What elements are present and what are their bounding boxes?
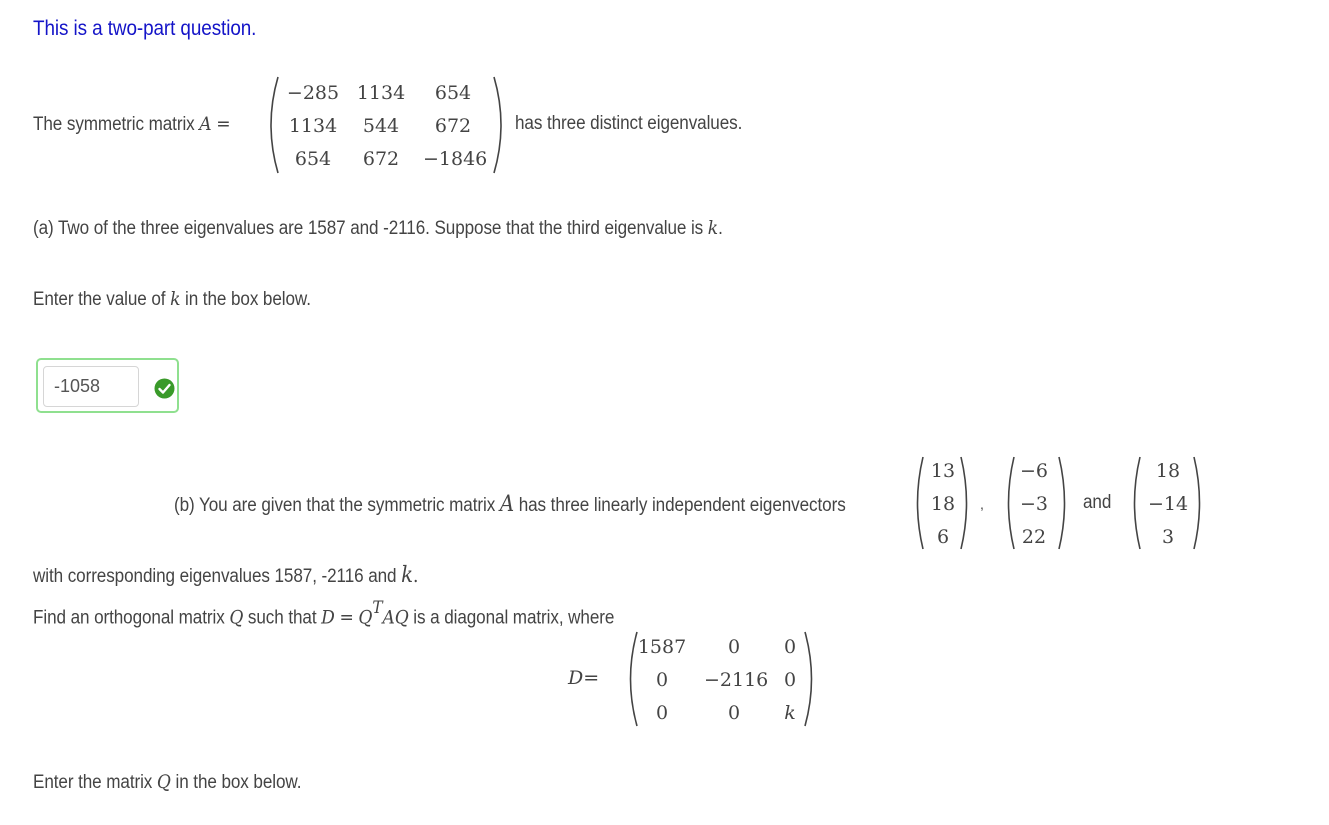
- matrix-A: [262, 75, 512, 175]
- part-b-question: [174, 492, 846, 517]
- eigenvector-3: [1127, 455, 1207, 551]
- vector-cell: −6: [1019, 460, 1048, 482]
- matrix-A-cell: 654: [434, 82, 472, 104]
- part-b-question-suffix: has three linearly independent eigenvectors: [514, 495, 846, 516]
- vector-cell: −14: [1147, 493, 1189, 515]
- var-Q: Q: [156, 771, 171, 793]
- matrix-A-cell: 544: [362, 115, 400, 137]
- intro-suffix: has three distinct eigenvalues.: [515, 113, 743, 134]
- and-word: and: [1083, 492, 1112, 513]
- vector-cell: 13: [930, 460, 956, 482]
- part-a-instruction: [33, 288, 311, 311]
- comma: ,: [980, 496, 984, 512]
- matrix-D-cell: 0: [727, 636, 741, 658]
- find-Q-line: [33, 598, 615, 629]
- part-a-question: [33, 217, 723, 240]
- vector-cell: 3: [1161, 526, 1175, 548]
- eigenvalues-text: with corresponding eigenvalues 1587, -2116 and: [33, 566, 402, 587]
- part-a-instruction-text: Enter the value of: [33, 289, 171, 310]
- matrix-D-cell: 0: [727, 702, 741, 724]
- vector-cell: 18: [1155, 460, 1181, 482]
- var-A: A: [499, 492, 515, 517]
- eigenvector-2: [1001, 455, 1073, 551]
- k-answer-input[interactable]: [43, 366, 139, 407]
- matrix-D: [622, 630, 822, 728]
- part-b-instruction-suffix: in the box below.: [170, 772, 302, 793]
- vector-cell: −3: [1019, 493, 1048, 515]
- part-b-instruction: [33, 771, 301, 794]
- matrix-D-cell: 0: [655, 669, 669, 691]
- matrix-A-cell: 672: [434, 115, 472, 137]
- matrix-A-cell: 1134: [356, 82, 406, 104]
- matrix-A-cell: 672: [362, 148, 400, 170]
- var-Q: Q: [358, 606, 373, 629]
- intro-prefix: The symmetric matrix: [33, 114, 200, 135]
- var-A: A: [199, 113, 212, 135]
- equals-sign: =: [216, 113, 231, 135]
- part-b-question-text: (b) You are given that the symmetric matrix: [174, 495, 500, 516]
- question-heading: This is a two-part question.: [33, 17, 257, 40]
- part-a-instruction-suffix: in the box below.: [180, 289, 311, 310]
- vector-cell: 18: [930, 493, 956, 515]
- D-equals: [568, 667, 599, 690]
- vector-cell: 6: [936, 526, 950, 548]
- matrix-D-cell: k: [784, 702, 796, 724]
- matrix-D-cell: 1587: [637, 636, 687, 658]
- matrix-A-cell: 654: [294, 148, 332, 170]
- period: .: [413, 565, 419, 587]
- var-D: D: [568, 667, 584, 689]
- var-k: k: [401, 563, 414, 588]
- intro-text: [33, 113, 230, 136]
- transpose-T: T: [372, 598, 383, 618]
- matrix-D-cell: 0: [783, 669, 797, 691]
- left-paren-icon: [262, 75, 282, 175]
- find-text: Find an orthogonal matrix: [33, 607, 230, 629]
- right-paren-icon: [490, 75, 510, 175]
- matrix-D-cell: 0: [783, 636, 797, 658]
- matrix-D-cell: 0: [655, 702, 669, 724]
- var-k: k: [170, 288, 181, 310]
- var-D: D: [321, 606, 335, 629]
- var-Q: Q: [229, 606, 244, 629]
- var-AQ: AQ: [382, 606, 409, 629]
- period: .: [718, 218, 723, 239]
- part-b-instruction-text: Enter the matrix: [33, 772, 157, 793]
- equals-sign: =: [583, 667, 600, 689]
- matrix-A-cell: 1134: [288, 115, 338, 137]
- matrix-A-cell: −285: [286, 82, 340, 104]
- matrix-D-cell: −2116: [704, 669, 769, 691]
- eigenvalues-line: [33, 563, 418, 588]
- answer-container: [36, 358, 179, 413]
- find-post-text: is a diagonal matrix, where: [408, 607, 615, 629]
- vector-cell: 22: [1021, 526, 1047, 548]
- correct-check-icon: [154, 378, 175, 399]
- part-a-question-text: (a) Two of the three eigenvalues are 1587 and -2116. Suppose that the third eigenvalue is: [33, 218, 708, 239]
- find-mid-text: such that: [243, 607, 322, 629]
- equals-sign: =: [339, 606, 354, 629]
- eigenvector-1: [910, 455, 975, 551]
- matrix-A-cell: −1846: [423, 148, 488, 170]
- var-k: k: [707, 217, 719, 239]
